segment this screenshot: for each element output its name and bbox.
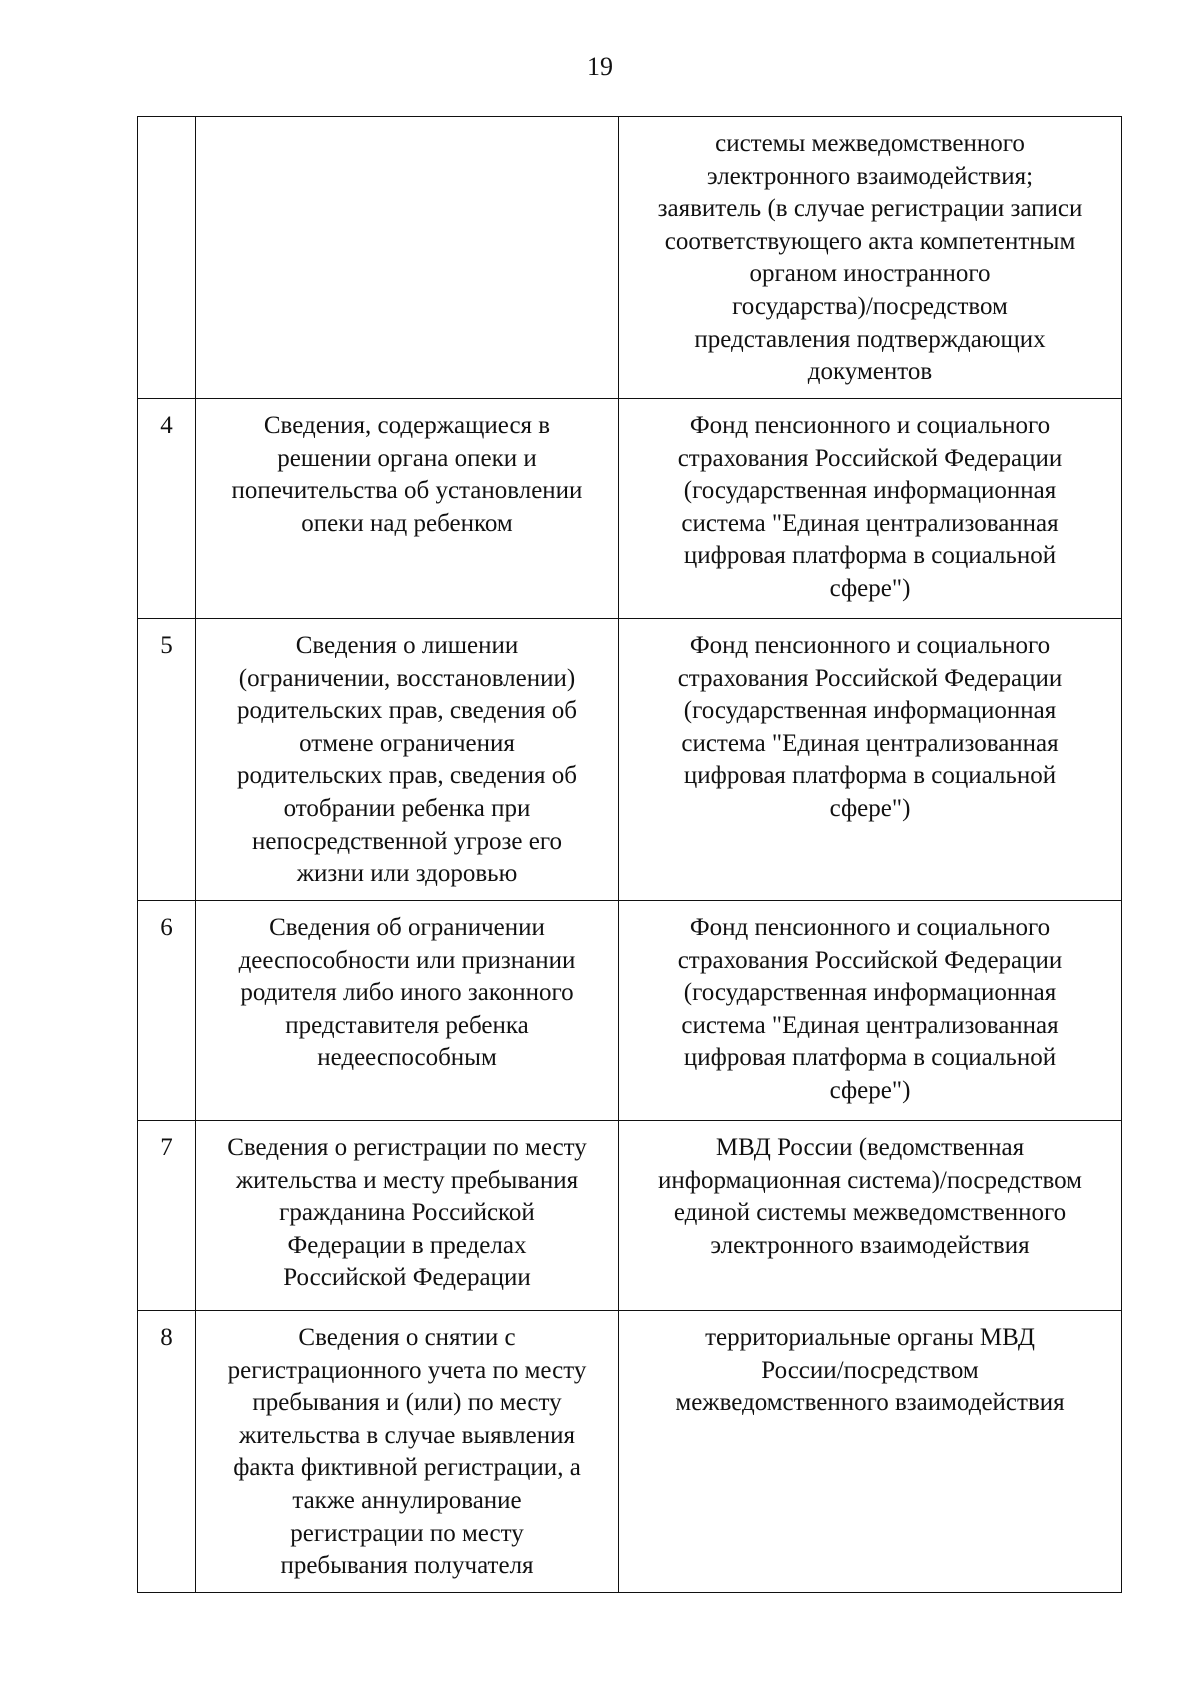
source-line: системы межведомственного [715, 130, 1025, 157]
info-line: жительства и месту пребывания [235, 1166, 579, 1194]
source-line: России/посредством [761, 1356, 979, 1384]
info-line: Российской Федерации [283, 1264, 531, 1292]
source-line: информационная система)/посредством [658, 1166, 1082, 1194]
info-line: Сведения, содержащиеся в [263, 412, 551, 439]
row-number-cell: 8 [138, 1311, 196, 1593]
source-cell [619, 117, 1122, 399]
info-line: непосредственной угрозе его [252, 827, 562, 855]
info-line: (ограничении, восстановлении) [238, 664, 576, 692]
table-row [138, 619, 1122, 901]
row-number-cell: 4 [138, 399, 196, 619]
source-line: сфере") [829, 574, 911, 602]
info-cell [196, 1311, 619, 1593]
row-number-cell: 5 [138, 619, 196, 901]
info-line: жизни или здоровью [296, 860, 518, 888]
table-row [138, 901, 1122, 1121]
source-line: электронного взаимодействия [710, 1231, 1030, 1259]
source-line: территориальные органы МВД [705, 1324, 1035, 1351]
source-line: система "Единая централизованная [681, 729, 1059, 757]
info-line: родителя либо иного законного [240, 979, 574, 1007]
source-line: (государственная информационная [683, 477, 1057, 505]
info-line: Сведения о снятии с [298, 1324, 516, 1351]
source-line: Фонд пенсионного и социального [689, 412, 1051, 439]
info-cell [196, 399, 619, 619]
source-line: цифровая платформа в социальной [683, 762, 1057, 790]
table-row [138, 399, 1122, 619]
source-cell [619, 399, 1122, 619]
source-line: (государственная информационная [683, 979, 1057, 1007]
info-line: попечительства об установлении [231, 477, 583, 505]
source-line: заявитель (в случае регистрации записи [657, 195, 1083, 223]
source-line: соответствующего акта компетентным [664, 227, 1076, 255]
source-cell [619, 619, 1122, 901]
info-line: дееспособности или признании [238, 946, 576, 974]
source-cell [619, 901, 1122, 1121]
info-line: родительских прав, сведения об [237, 762, 577, 790]
info-cell [196, 1121, 619, 1311]
info-line: Сведения о регистрации по месту [227, 1134, 587, 1161]
source-line: цифровая платформа в социальной [683, 542, 1057, 570]
table-row [138, 1121, 1122, 1311]
data-sources-table [137, 116, 1122, 1593]
source-line: страхования Российской Федерации [677, 664, 1063, 692]
source-line: цифровая платформа в социальной [683, 1044, 1057, 1072]
info-cell [196, 619, 619, 901]
source-line: сфере") [829, 1076, 911, 1104]
source-line: система "Единая централизованная [681, 1011, 1059, 1039]
info-line: регистрации по месту [290, 1519, 524, 1547]
source-line: МВД России (ведомственная [715, 1134, 1025, 1161]
source-cell [619, 1121, 1122, 1311]
row-number-cell [138, 117, 196, 399]
info-cell [196, 117, 619, 399]
source-line: страхования Российской Федерации [677, 444, 1063, 472]
table-row [138, 1311, 1122, 1593]
source-line: страхования Российской Федерации [677, 946, 1063, 974]
source-line: государства)/посредством [732, 292, 1008, 320]
info-line: регистрационного учета по месту [227, 1356, 587, 1384]
info-line: гражданина Российской [279, 1199, 535, 1227]
info-line: Сведения о лишении [295, 632, 519, 659]
info-line: факта фиктивной регистрации, а [233, 1454, 581, 1482]
source-line: Фонд пенсионного и социального [689, 914, 1051, 941]
source-line: (государственная информационная [683, 697, 1057, 725]
info-line: недееспособным [317, 1044, 497, 1072]
info-line: Сведения об ограничении [269, 914, 545, 941]
source-line: Фонд пенсионного и социального [689, 632, 1051, 659]
info-line: родительских прав, сведения об [237, 697, 577, 725]
row-number-cell: 6 [138, 901, 196, 1121]
info-line: пребывания получателя [280, 1552, 534, 1580]
info-line: отобрании ребенка при [283, 794, 531, 822]
source-line: документов [807, 358, 933, 386]
source-line: электронного взаимодействия; [706, 162, 1034, 190]
source-line: представления подтверждающих [694, 325, 1046, 353]
info-line: опеки над ребенком [301, 509, 513, 537]
page-number: 19 [587, 52, 613, 81]
table-row [138, 117, 1122, 399]
info-line: представителя ребенка [285, 1011, 529, 1039]
info-line: Федерации в пределах [287, 1231, 527, 1259]
source-line: сфере") [829, 794, 911, 822]
info-line: решении органа опеки и [277, 444, 537, 472]
source-line: система "Единая централизованная [681, 509, 1059, 537]
info-line: жительства в случае выявления [239, 1421, 575, 1449]
source-cell [619, 1311, 1122, 1593]
row-number-cell: 7 [138, 1121, 196, 1311]
info-line: также аннулирование [292, 1486, 522, 1514]
info-line: отмене ограничения [299, 729, 515, 757]
info-line: пребывания и (или) по месту [252, 1389, 562, 1417]
source-line: единой системы межведомственного [673, 1199, 1067, 1227]
source-line: органом иностранного [749, 260, 991, 288]
source-line: межведомственного взаимодействия [675, 1389, 1065, 1417]
info-cell [196, 901, 619, 1121]
